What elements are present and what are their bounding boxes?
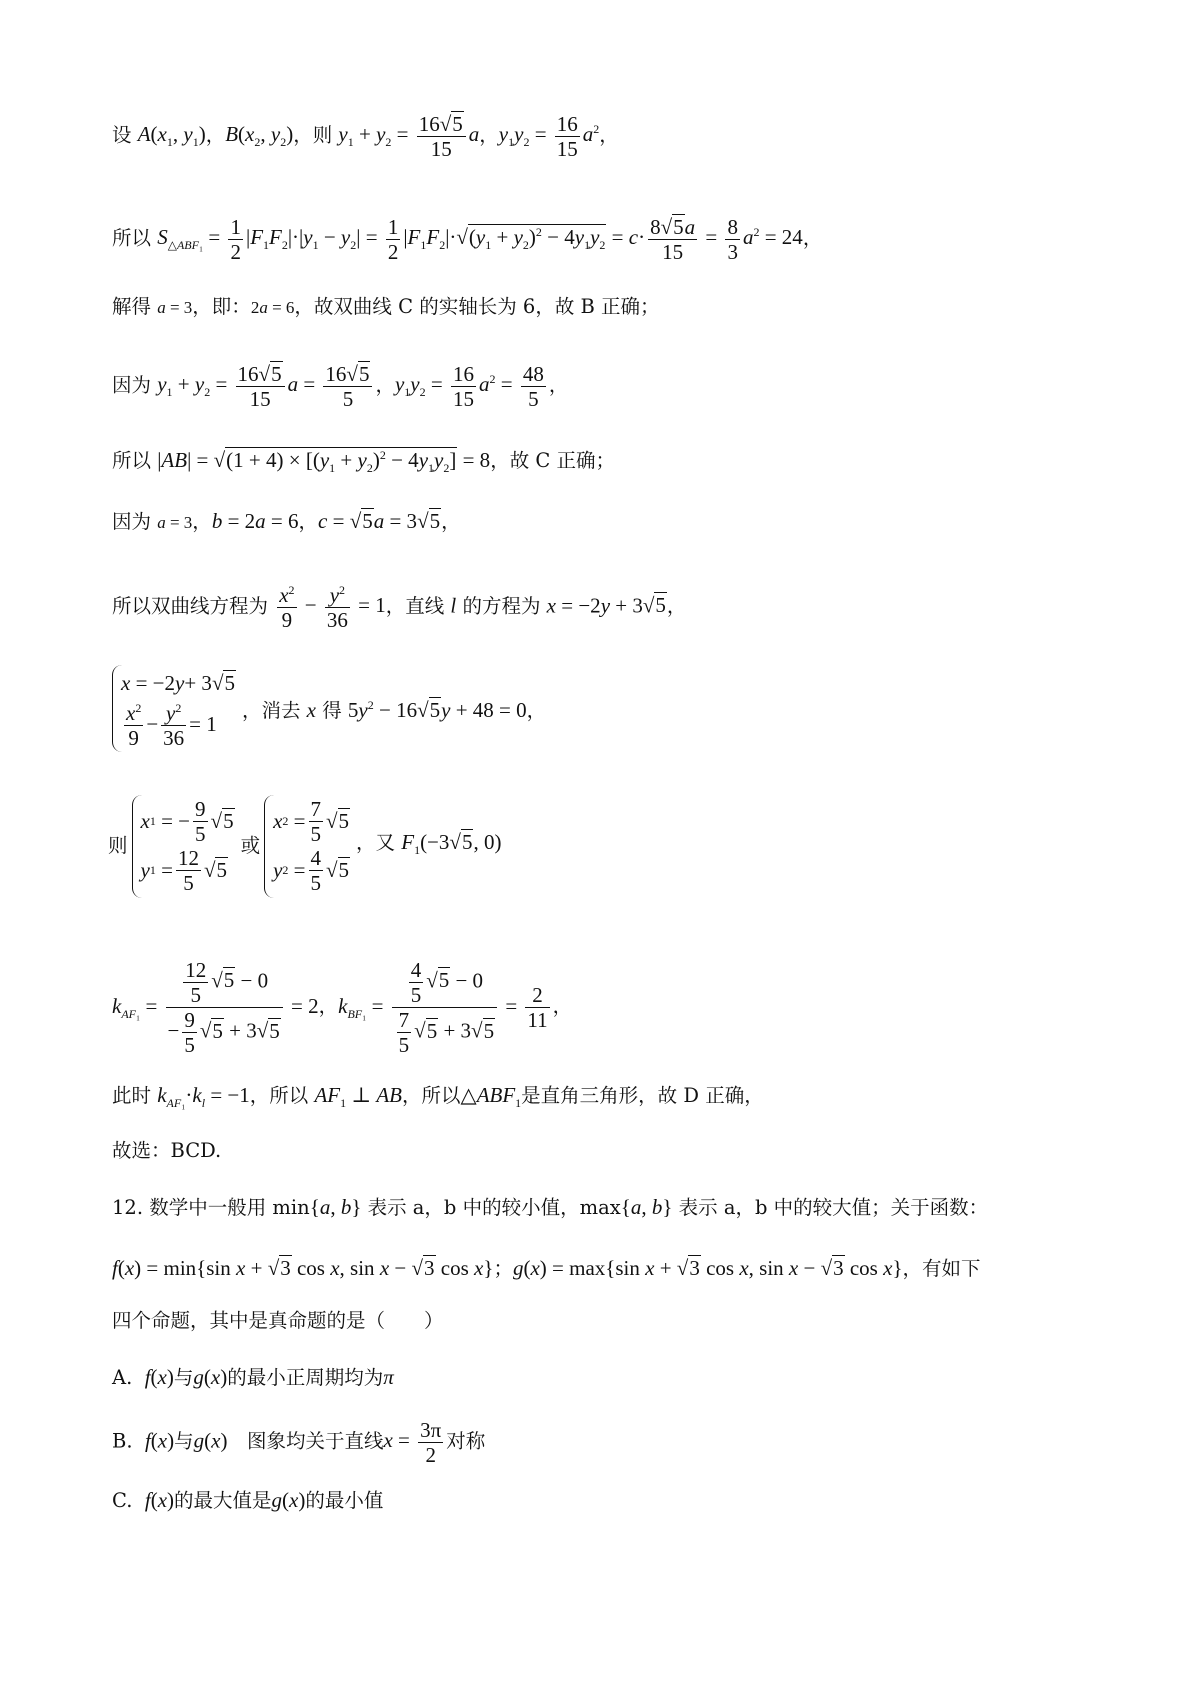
option-label: A. [112, 1366, 133, 1389]
option-b[interactable]: B. f(x)与g(x) 图象均关于直线x = $\frac{3\pi}{2}$ 对称 [112, 1418, 486, 1468]
text: ， [192, 510, 212, 533]
question-12-stem-line-1: 12. 数学中一般用 min{a, b} 表示 a，b 中的较小值，max{a, b} 表示 a，b 中的较大值；关于函数： [112, 1195, 989, 1219]
solution-line-2: 所以 $S_{\triangle ABF_1}$ = $\frac{1}{2}$ $|F_1F_2|\cdot|y_1 - y_2|$ = $\frac{1}{2}$ $|F_1F_2|\cdot√(y_1 + y_2)^2 - 4y_1y_2 = c\cdot$ $\frac{8√5a}{15}$ = $\frac{8}{3}$ $a^2 = 24$， [112, 215, 823, 265]
text: 的最小值 [305, 1489, 384, 1512]
text: ，消去 [241, 699, 307, 723]
text: ， [298, 510, 319, 533]
question-12-stem-line-3 [112, 1306, 444, 1336]
option-label: B. [112, 1429, 133, 1453]
equation-system: x = −2 y + 3 √5 $\frac{x^2}{9}$ − $\frac{y^2}{36}$ = 1 [112, 665, 236, 752]
question-12-stem-line-2: f(x) = min{sin x + √3 cos x, sin x − √3 cos x}；g(x) = max{sin x + √3 cos x, sin x − √3 cos x}，有如下 [112, 1256, 981, 1280]
text: ，故双曲线 C 的实轴长为 6，故 B 正确； [294, 295, 660, 318]
text: 此时 [112, 1084, 158, 1107]
text: 的最小正周期均为 [227, 1366, 384, 1389]
text: ，直线 [385, 594, 451, 618]
text: ，有如下 [902, 1257, 981, 1280]
option-a[interactable]: A. f(x)与g(x)的最小正周期均为π [112, 1365, 394, 1389]
text: 的方程为 [456, 594, 547, 618]
text: ， [548, 373, 569, 397]
solution-line-3: 解得 a = 3，即：2a = 6，故双曲线 C 的实轴长为 6，故 B 正确； [112, 295, 660, 318]
text: ， [526, 699, 547, 723]
question-number: 12. [112, 1196, 144, 1219]
text: 表示 a，b 中的较小值，max [361, 1196, 621, 1219]
text: 因为 [112, 373, 158, 397]
text: 的最大值是 [174, 1489, 272, 1512]
text: 故选：BCD. [112, 1139, 222, 1162]
text: ，故 C 正确； [490, 449, 616, 472]
text: ，所以 [249, 1084, 315, 1107]
text: ， [552, 994, 573, 1018]
text: 数学中一般用 min [149, 1196, 310, 1219]
solution-system-1: x 1 = − $\frac{9}{5}$ √5 y 1 = $\frac{12}{5}$ √5 [132, 795, 235, 898]
text: ； [493, 1257, 513, 1280]
solution-line-11: 此时 $k_{AF_1}\cdot k_l = -1$，所以 $AF_1$ ⊥ AB，所以$\triangle ABF_1$是直角三角形，故 D 正确， [112, 1083, 764, 1111]
text: ， [666, 594, 687, 618]
text: ， [375, 373, 395, 397]
text: 是直角三角形，故 D 正确， [521, 1084, 764, 1107]
text: 表示 a，b 中的较大值；关于函数： [672, 1196, 989, 1219]
text: ， [479, 123, 499, 147]
solution-line-9: 则 x 1 = − $\frac{9}{5}$ √5 y 1 = $\frac{12}{5}$ √5 或 x 2 = $\frac{7}{5}$ √5 y 2 = $\frac{4}{5}$ √5 ，又 $F_1(-3√5$, 0) [108, 795, 501, 898]
solution-line-5: 所以 $|AB| = √(1 + 4) \times [(y_1 + y_2)^2 - 4y_1y_2] = 8$，故 C 正确； [112, 448, 616, 476]
text: ， [441, 510, 461, 533]
text: 与 [173, 1366, 194, 1389]
text: 所以 [112, 449, 158, 472]
solution-line-1: 设 $A(x_1$, $y_1$)，$B(x_2$, $y_2$)，则 $y_1 + y_2$ = $\frac{16√5}{15}$ a，$y_1y_2$ = $\frac{16}{15}$ $a^2$， [112, 112, 619, 162]
solution-line-10: $k_{AF_1}$ = $\frac{12}{5}$ √5 − 0 − $\frac{9}{5}$ √5 + 3√5 = 2，$k_{BF_1}$ = $\frac{4}{5}$ √5 − 0 $\frac{7}{5}$ √5 + 3√5 = $\frac{2}{11}$ ， [112, 958, 573, 1058]
text: 或 [240, 834, 261, 858]
solution-line-6: 因为 a = 3，b = 2a = 6，c = √5a = 3√5， [112, 509, 461, 533]
text: 与 [174, 1429, 194, 1453]
option-label: C. [112, 1489, 133, 1512]
text: ， [318, 994, 339, 1018]
text: 解得 [112, 295, 158, 318]
solution-line-4: 因为 $y_1 + y_2$ = $\frac{16√5}{15}$ a = $\frac{16√5}{5}$ ，$y_1y_2$ = $\frac{16}{15}$ $a^2$ = $\frac{48}{5}$ ， [112, 362, 569, 412]
text: 因为 [112, 510, 158, 533]
text: 则 [108, 834, 128, 858]
option-c[interactable]: C. f(x)的最大值是g(x)的最小值 [112, 1488, 384, 1512]
text: 所以双曲线方程为 [112, 594, 275, 618]
solution-line-7: 所以双曲线方程为 $\frac{x^2}{9}$ − $\frac{y^2}{36}$ = 1，直线 l 的方程为 x = −2y + 3√5， [112, 583, 687, 633]
text: ，即： [192, 295, 251, 318]
text: 所以 [112, 226, 158, 250]
text: ， [802, 226, 823, 250]
text: 图象均关于直线 [227, 1429, 384, 1453]
solution-system-2: x 2 = $\frac{7}{5}$ √5 y 2 = $\frac{4}{5}$ √5 [264, 795, 350, 898]
text: ， [599, 123, 619, 147]
text: ，又 [356, 831, 402, 855]
text: ，则 [293, 123, 339, 147]
text: 设 [112, 123, 138, 147]
text: 得 [316, 699, 348, 723]
solution-line-8: x = −2 y + 3 √5 $\frac{x^2}{9}$ − $\frac{y^2}{36}$ = 1 ，消去 x 得 $5y^2 - 16√5y + 48 = 0$， [108, 665, 546, 752]
text: ，所以 [402, 1084, 461, 1107]
text: ， [205, 123, 226, 147]
text: 四个命题，其中是真命题的是（ ） [112, 1309, 444, 1332]
text: 对称 [446, 1429, 486, 1453]
solution-line-12 [112, 1136, 221, 1166]
